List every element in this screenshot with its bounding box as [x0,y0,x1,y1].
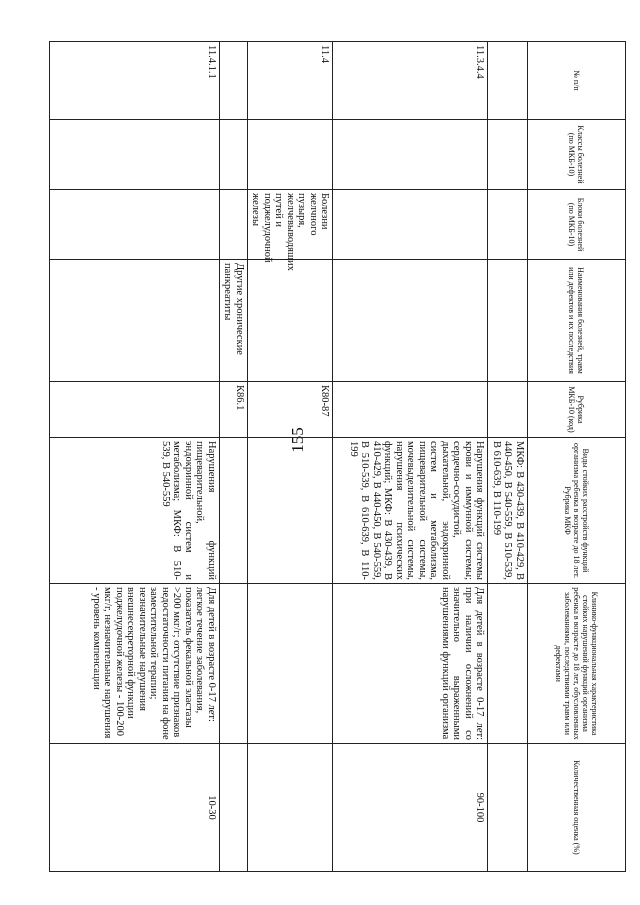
cell-name [488,260,528,382]
cell-block [333,190,488,260]
cell-icf: Нарушения функций системы крови и иммунной системы; сердечно-сосудистой, дыхательной, эндокринной систем и метаболизма, пищеварительной системы, мочевыделительной системы, нарушения психических функций; МКФ: В 430-439, В 410-429, В 440-450, В 540-559, В 510-539, В 610-639, В 110-199 [333,438,488,584]
table-row [220,42,248,872]
cell-code [488,382,528,438]
cell-block [50,190,220,260]
header-num: № п/п [528,42,626,120]
disability-criteria-table [49,41,626,872]
cell-num [220,42,248,120]
cell-class [488,120,528,190]
table-row [248,42,334,872]
cell-icf: МКФ: В 430-439, В 410-429, В 440-450, В 540-559, В 510-539, В 610-639, В 110-199 [488,438,528,584]
cell-clinical [220,584,248,744]
cell-class [248,120,334,190]
cell-class [220,120,248,190]
cell-icf: Нарушения функций пищеварительной, эндокринной систем и метаболизма; МКФ: В 510-539, В 540-559 [50,438,220,584]
cell-icf [220,438,248,584]
table-header-row [528,42,626,872]
cell-code [50,382,220,438]
cell-icf [248,438,334,584]
cell-num: 11.4 [248,42,334,120]
cell-code: К80-87 [248,382,334,438]
cell-name [333,260,488,382]
cell-class [333,120,488,190]
header-score: Количественная оценка (%) [528,744,626,872]
cell-score [248,744,334,872]
cell-clinical [488,584,528,744]
header-clinical: Клинико-функциональная характеристика стойких нарушений функций организма ребенка в возрасте до 18 лет, обусловленных заболеваниями, последствиями травм или дефектами [528,584,626,744]
cell-code: К86.1 [220,382,248,438]
cell-block [488,190,528,260]
cell-name [50,260,220,382]
cell-num: 11.4.1.1 [50,42,220,120]
cell-class [50,120,220,190]
header-icf: Виды стойких расстройств функций организма ребенка в возрасте до 18 лет. Рубрика МКФ [528,438,626,584]
page-number: 155 [287,427,307,453]
cell-name: Другие хронические панкреатиты [220,260,248,382]
cell-score [220,744,248,872]
header-block: Блоки болезней (по МКБ-10) [528,190,626,260]
table-row [333,42,488,872]
cell-score: 10-30 [50,744,220,872]
cell-code [333,382,488,438]
cell-score [488,744,528,872]
cell-score: 90-100 [333,744,488,872]
cell-num [488,42,528,120]
cell-name [248,260,334,382]
header-name: Наименования болезней, травм или дефектов и их последствия [528,260,626,382]
cell-block: Болезни желчного пузыря, желчевыводящих путей и поджелудочной железы [248,190,334,260]
cell-block [220,190,248,260]
cell-num: 11.3.4.4 [333,42,488,120]
cell-clinical [248,584,334,744]
header-code: Рубрика МКБ-10 (код) [528,382,626,438]
cell-clinical: Для детей в возрасте 0-17 лет: при наличии осложнений со значительно выраженными нарушениями функций организма [333,584,488,744]
header-class: Классы болезней (по МКБ-10) [528,120,626,190]
table-row [50,42,220,872]
rotated-table-container [73,41,626,871]
table-row [488,42,528,872]
cell-clinical: Для детей в возрасте 0-17 лет: легкое течение заболевания, показатель фекальной эластазы >200 мкг/г; отсутствие признаков недостаточности питания на фоне заместительной терапии; незначительные нарушения внешнесекреторной функции поджелудочной железы - 100-200 мкг/г, незначительные нарушения - уровень компенсации [50,584,220,744]
